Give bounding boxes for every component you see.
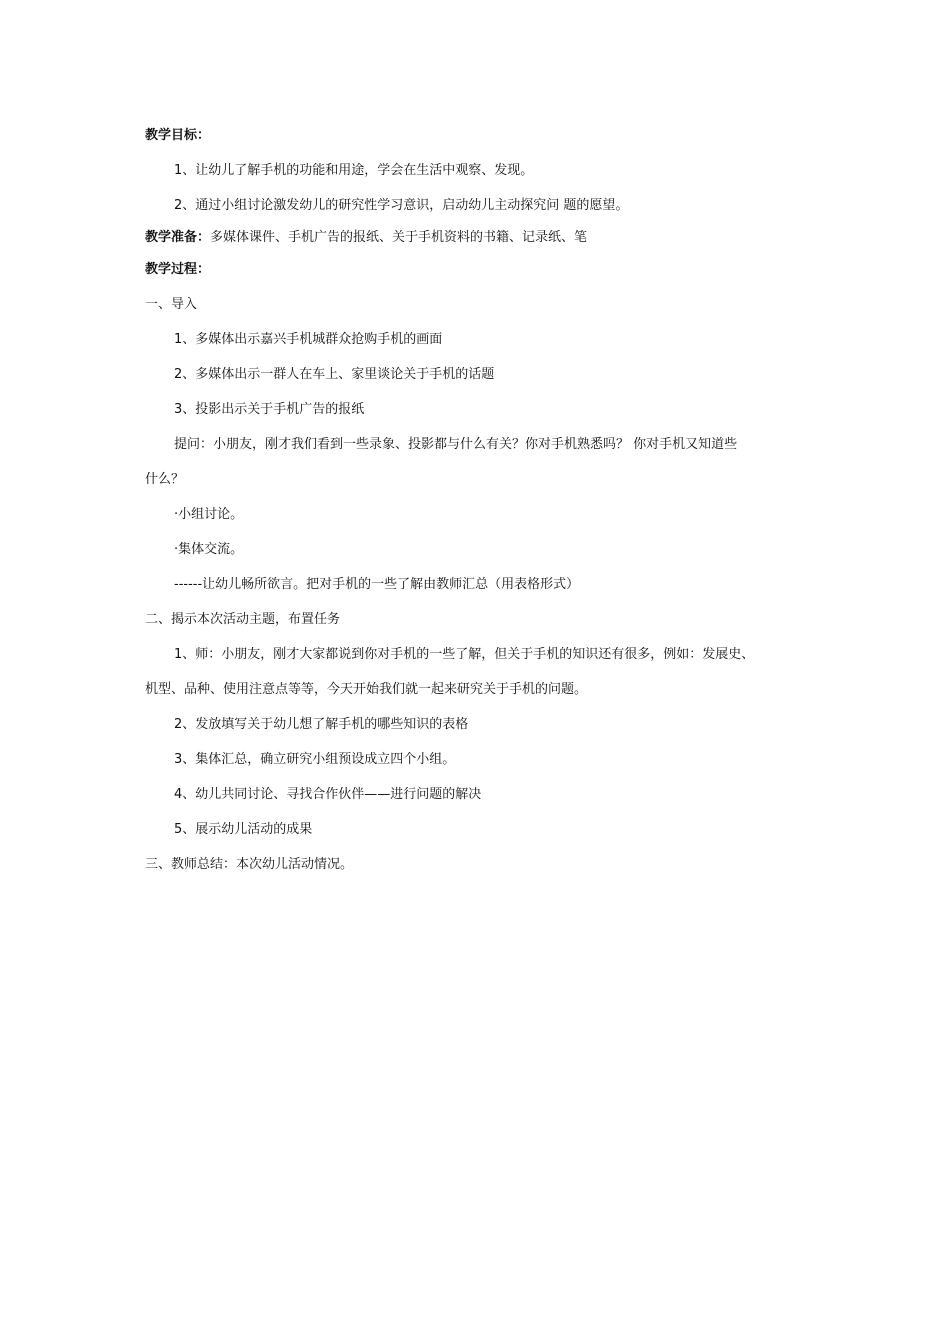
goal-item-2: 2、通过小组讨论激发幼儿的研究性学习意识，启动幼儿主动探究问 题的愿望。: [174, 198, 629, 213]
section-2-item-4: 4、幼儿共同讨论、寻找合作伙伴——进行问题的解决: [174, 787, 482, 802]
section-2-heading: 二、揭示本次活动主题，布置任务: [145, 612, 341, 627]
section-3-heading: 三、教师总结：本次幼儿活动情况。: [145, 857, 354, 872]
section-1-heading: 一、导入: [145, 297, 198, 312]
process-heading: 教学过程：: [145, 262, 211, 277]
prep-text: 多媒体课件、手机广告的报纸、关于手机资料的书籍、记录纸、笔: [210, 230, 588, 245]
question-line-2: 什么？: [145, 472, 185, 487]
goal-item-1: 1、让幼儿了解手机的功能和用途，学会在生活中观察、发现。: [174, 163, 534, 178]
prep-heading: 教学准备：: [145, 230, 211, 245]
section-2-item-1-line-1: 1、师：小朋友，刚才大家都说到你对手机的一些了解，但关于手机的知识还有很多，例如：发展史、: [174, 647, 755, 662]
bullet-group-exchange: ·集体交流。: [174, 542, 244, 557]
section-1-item-3: 3、投影出示关于手机广告的报纸: [174, 402, 365, 417]
summary-note: ------让幼儿畅所欲言。把对手机的一些了解由教师汇总（用表格形式）: [174, 577, 580, 592]
section-2-item-1-line-2: 机型、品种、使用注意点等等，今天开始我们就一起来研究关于手机的问题。: [145, 682, 588, 697]
question-line-1: 提问：小朋友，刚才我们看到一些录象、投影都与什么有关？你对手机熟悉吗？ 你对手机又知道些: [174, 437, 738, 452]
goals-heading: 教学目标：: [145, 128, 211, 143]
section-2-item-5: 5、展示幼儿活动的成果: [174, 822, 313, 837]
section-1-item-1: 1、多媒体出示嘉兴手机城群众抢购手机的画面: [174, 332, 443, 347]
prep-line: [145, 229, 825, 246]
section-2-item-3: 3、集体汇总，确立研究小组预设成立四个小组。: [174, 752, 456, 767]
document-body: [145, 127, 825, 873]
bullet-small-group: ·小组讨论。: [174, 507, 244, 522]
section-2-item-2: 2、发放填写关于幼儿想了解手机的哪些知识的表格: [174, 717, 469, 732]
section-1-item-2: 2、多媒体出示一群人在车上、家里谈论关于手机的话题: [174, 367, 495, 382]
